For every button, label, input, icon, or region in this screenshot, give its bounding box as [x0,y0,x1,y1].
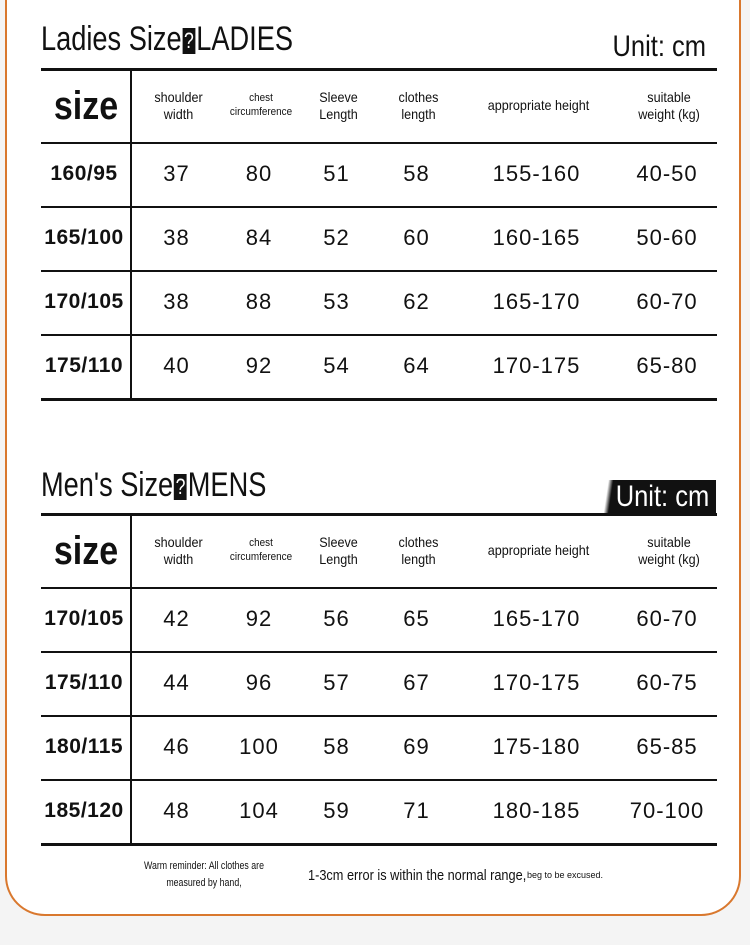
table-cell: 40 [163,353,190,379]
table-cell: 180-185 [492,798,581,824]
table-cell: 170-175 [492,353,581,379]
table-cell: 51 [323,161,350,187]
mens-title: Men's Size ?MENS [41,466,267,504]
size-cell: 175/110 [44,670,124,694]
table-cell: 46 [163,734,190,760]
table-cell: 96 [245,670,273,696]
table-cell: 54 [323,353,350,379]
size-cell: 175/110 [44,353,124,377]
table-cell: 44 [163,670,190,696]
ladies-title: Ladies Size ?LADIES [41,20,293,58]
divider [41,843,717,846]
divider [41,513,717,516]
table-cell: 38 [163,289,190,315]
table-cell: 67 [403,670,430,696]
table-cell: 60-70 [636,606,698,632]
column-header: size [53,84,119,128]
size-cell: 180/115 [44,734,124,758]
warm-reminder: Warm reminder: All clothes are measured by hand, [144,860,264,889]
column-header: appropriate height [487,542,590,559]
table-cell: 57 [323,670,350,696]
column-header: suitable weight (kg) [638,533,700,567]
table-cell: 70-100 [629,798,705,824]
table-cell: 160-165 [492,225,581,251]
table-cell: 80 [245,161,273,187]
size-cell: 170/105 [44,606,124,630]
table-cell: 100 [239,734,279,760]
size-cell: 170/105 [44,289,124,313]
table-cell: 40-50 [636,161,698,187]
table-cell: 56 [323,606,350,632]
column-header: chest circumference [229,92,293,118]
divider [41,68,717,71]
table-cell: 53 [323,289,350,315]
size-cell: 185/120 [44,798,124,822]
table-cell: 38 [163,225,190,251]
table-cell: 88 [245,289,273,315]
column-header: Sleeve Length [319,88,358,122]
table-cell: 175-180 [492,734,581,760]
column-header: clothes length [398,88,439,122]
table-cell: 84 [245,225,273,251]
column-header: appropriate height [487,97,590,114]
table-cell: 42 [163,606,190,632]
table-cell: 92 [245,353,273,379]
ladies-unit: Unit: cm [612,30,706,63]
column-header: clothes length [398,533,439,567]
divider [41,398,717,401]
column-header: shoulder width [154,533,203,567]
table-cell: 69 [403,734,430,760]
table-cell: 60-75 [636,670,698,696]
column-header: Sleeve Length [319,533,358,567]
table-cell: 104 [239,798,279,824]
table-cell: 165-170 [492,289,581,315]
table-cell: 59 [323,798,350,824]
column-header: chest circumference [229,537,293,563]
error-note: 1-3cm error is within the normal range, [308,867,527,884]
table-cell: 65-85 [636,734,698,760]
table-cell: 92 [245,606,273,632]
table-cell: 58 [323,734,350,760]
excuse-note: beg to be excused. [527,870,604,880]
table-cell: 155-160 [492,161,581,187]
table-cell: 64 [403,353,430,379]
table-cell: 60-70 [636,289,698,315]
size-cell: 165/100 [44,225,124,249]
size-cell: 160/95 [50,161,118,185]
column-header: suitable weight (kg) [638,88,700,122]
mens-unit: Unit: cm [599,480,716,514]
column-header: shoulder width [154,88,203,122]
table-cell: 65 [403,606,430,632]
table-cell: 65-80 [636,353,698,379]
table-cell: 48 [163,798,190,824]
table-cell: 58 [403,161,430,187]
table-cell: 60 [403,225,430,251]
column-header: size [53,529,119,573]
table-cell: 62 [403,289,430,315]
table-cell: 71 [403,798,430,824]
table-cell: 165-170 [492,606,581,632]
table-cell: 170-175 [492,670,581,696]
table-cell: 52 [323,225,350,251]
table-cell: 37 [163,161,190,187]
table-cell: 50-60 [636,225,698,251]
